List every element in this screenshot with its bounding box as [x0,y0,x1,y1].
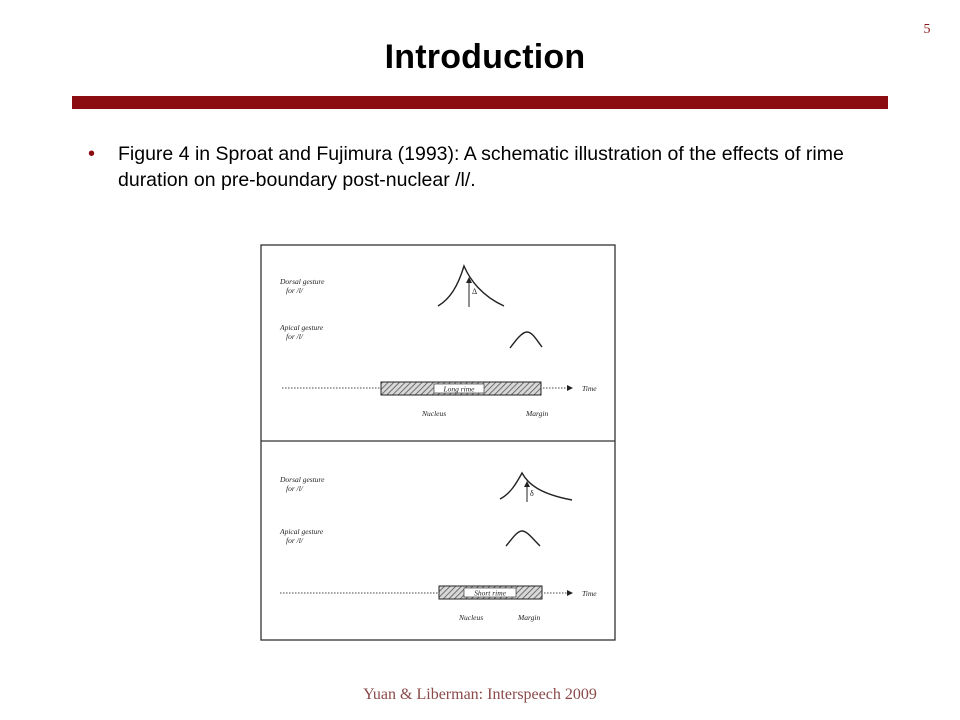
bottom-delta-label: δ [530,489,534,498]
top-time-label: Time [582,384,597,393]
slide-title: Introduction [384,38,586,76]
bottom-dorsal-label-line2: for /l/ [286,484,303,493]
top-apical-label-line2: for /l/ [286,332,303,341]
top-dorsal-label-line2: for /l/ [286,286,303,295]
bottom-apical-label-line1: Apical gesture [280,527,324,536]
figure-frame [261,245,615,640]
rime-duration-figure [260,244,616,641]
top-delta-label: Δ [472,287,478,296]
slide-footer: Yuan & Liberman: Interspeech 2009 [363,686,597,703]
top-rime-label: Long rime [443,384,475,394]
bottom-rime-label: Short rime [474,588,506,598]
bottom-apical-label-line2: for /l/ [286,536,303,545]
bullet-text: Figure 4 in Sproat and Fujimura (1993): A schematic illustration of the effects of rime duration on pre-boundary post-nuclear /l/. [118,143,844,191]
top-margin-label: Margin [526,409,549,418]
bottom-dorsal-label-line1: Dorsal gesture [280,475,325,484]
title-divider [72,96,888,109]
bottom-margin-label: Margin [518,613,541,622]
bullet-icon: • [88,143,96,165]
top-dorsal-label-line1: Dorsal gesture [280,277,325,286]
top-apical-label-line1: Apical gesture [280,323,324,332]
slide-number: 5 [923,22,931,37]
bottom-nucleus-label: Nucleus [459,613,484,622]
top-nucleus-label: Nucleus [422,409,447,418]
bottom-time-label: Time [582,589,597,598]
